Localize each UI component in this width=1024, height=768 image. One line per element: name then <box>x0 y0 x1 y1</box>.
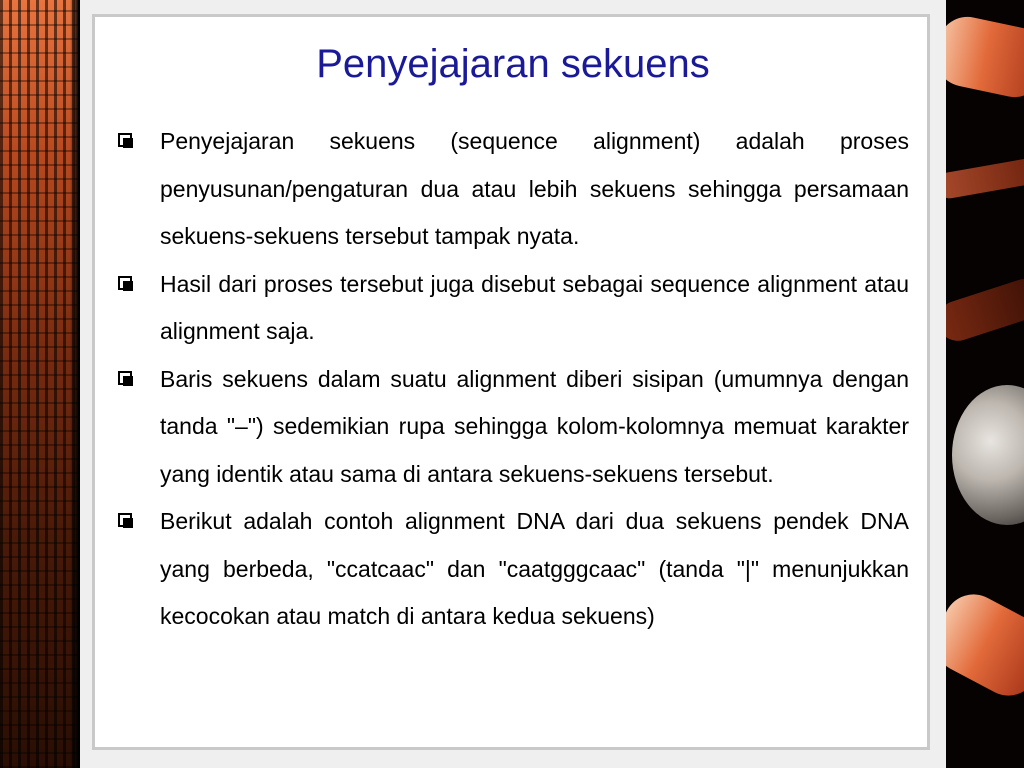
bullet-item <box>116 261 909 356</box>
bullet-item <box>116 356 909 499</box>
bullet-list <box>116 118 909 641</box>
checkbox-square-icon <box>118 133 132 147</box>
bullet-text: Penyejajaran sekuens (sequence alignment) adalah proses penyusunan/pengaturan dua atau lebih sekuens sehingga persamaan sekuens-sekuens tersebut tampak nyata. <box>160 128 909 249</box>
decorative-sphere <box>952 385 1024 525</box>
slide-title: Penyejajaran sekuens <box>316 42 710 86</box>
bullet-text: Baris sekuens dalam suatu alignment diberi sisipan (umumnya dengan tanda "–") sedemikian rupa sehingga kolom-kolomnya memuat karakter yang identik atau sama di antara sekuens-sekuens tersebut. <box>160 365 909 487</box>
checkbox-square-icon <box>118 371 132 385</box>
left-decorative-strip <box>0 0 78 768</box>
bullet-text: Hasil dari proses tersebut juga disebut sebagai sequence alignment atau alignment saja. <box>160 270 909 344</box>
decorative-band <box>946 156 1024 201</box>
bullet-item <box>116 118 909 261</box>
decorative-band <box>946 274 1024 346</box>
checkbox-square-icon <box>118 276 132 290</box>
checkbox-square-icon <box>118 513 132 527</box>
decorative-band <box>946 584 1024 706</box>
right-decorative-strip <box>946 0 1024 768</box>
bullet-item <box>116 498 909 641</box>
bullet-text: Berikut adalah contoh alignment DNA dari dua sekuens pendek DNA yang berbeda, "ccatcaac" dan "caatgggcaac" (tanda "|" menunjukkan kecocokan atau match di antara kedua sekuens) <box>160 508 909 629</box>
decorative-band <box>946 11 1024 102</box>
